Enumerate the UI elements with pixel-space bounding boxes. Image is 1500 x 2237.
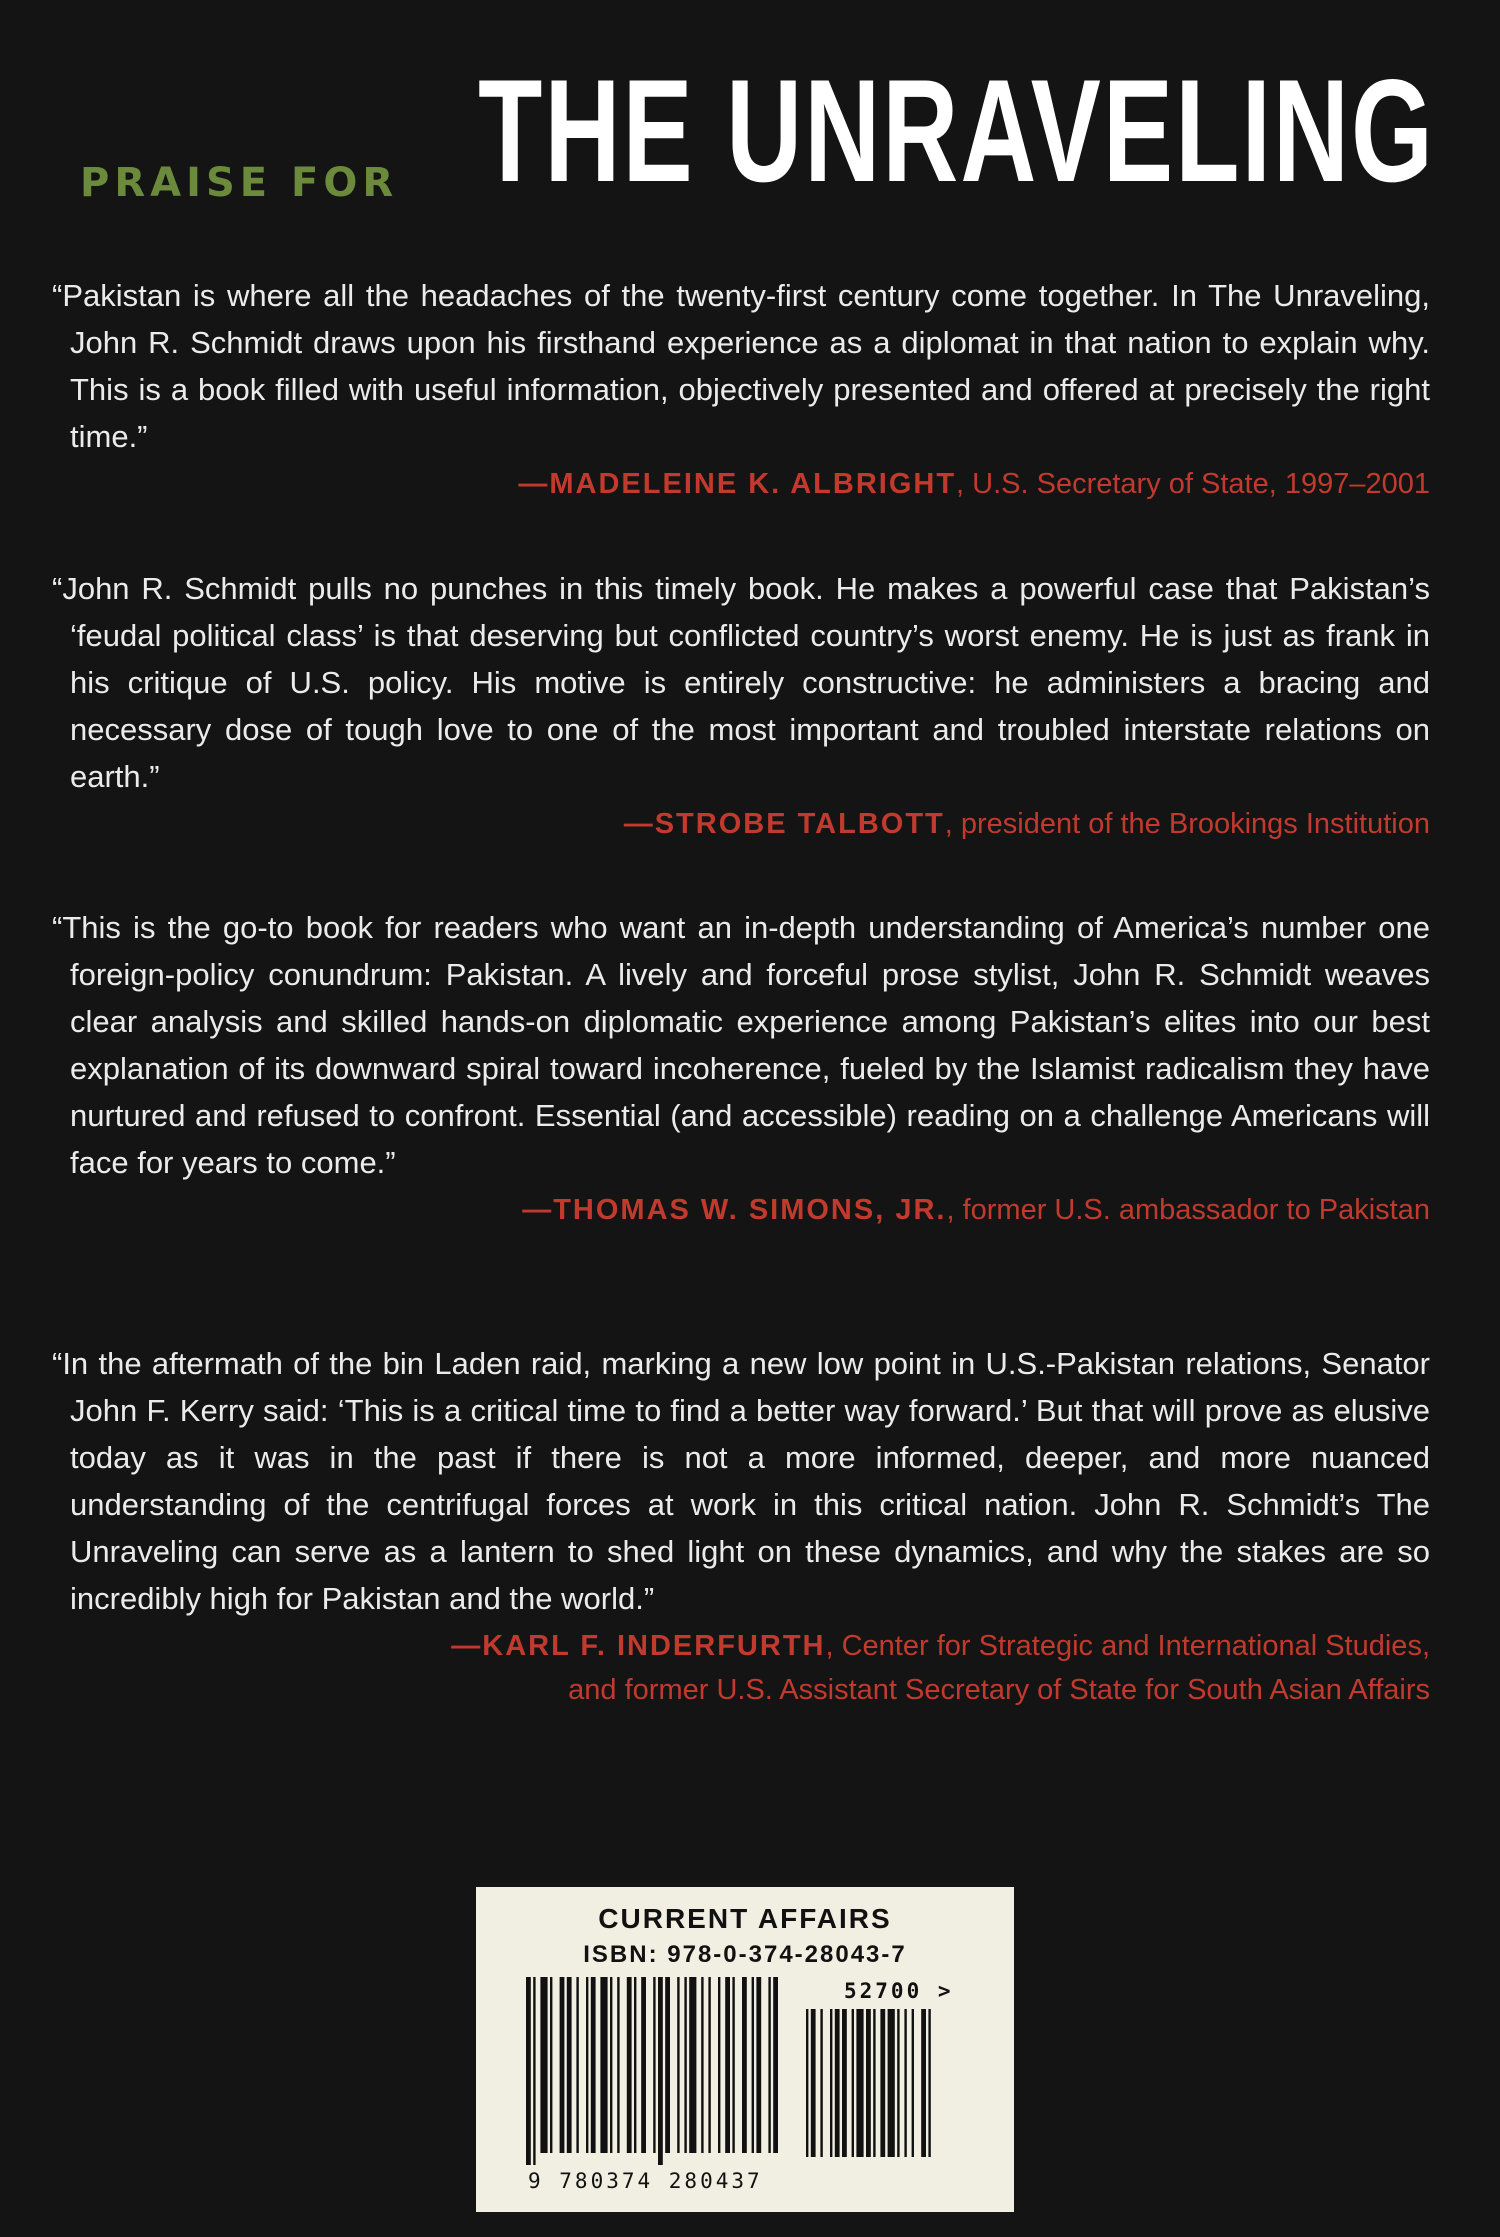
barcode-addon-bar (880, 2009, 885, 2157)
barcode-bar (677, 1977, 679, 2153)
barcode-bar (725, 1977, 730, 2153)
attribution-title: , president of the Brookings Institution (944, 808, 1430, 840)
blurb-text: “John R. Schmidt pulls no punches in this timely book. He makes a powerful case that Pakistan’s ‘feudal political class’ is that deserving but conflicted country’s worst enemy. He is just as frank in his critique of U.S. policy. His motive is entirely constructive: he administers a bracing and necessary dose of tough love to one of the most important and troubled interstate relations on earth.” (52, 571, 1430, 794)
isbn-barcode-label (476, 1887, 1014, 2212)
barcode-bar (600, 1977, 607, 2153)
barcode-bar (634, 1977, 636, 2153)
barcode-bar (708, 1977, 710, 2153)
barcode-addon-bar (820, 2009, 822, 2157)
barcode-bar (718, 1977, 720, 2153)
attribution-name: —MADELEINE K. ALBRIGHT (518, 468, 957, 500)
barcode-addon-bar (873, 2009, 875, 2157)
barcode-bar (560, 1977, 565, 2153)
barcode-bar (742, 1977, 747, 2153)
barcode-bar (526, 1977, 531, 2165)
barcode-addon-bar (811, 2009, 816, 2157)
barcode-addon-bar (835, 2009, 840, 2157)
blurb-3 (52, 904, 1430, 1232)
book-title: THE UNRAVELING (478, 49, 1435, 212)
isbn-number: ISBN: 978-0-374-28043-7 (583, 1941, 907, 1968)
blurb-text: “Pakistan is where all the headaches of the twenty-first century come together. In The Unraveling, John R. Schmidt draws upon his firsthand experience as a diplomat in that nation to explain why. This is a book filled with useful information, objectively presented and offered at precisely the right time.” (52, 278, 1430, 454)
barcode-bar (752, 1977, 754, 2153)
blurb-4 (52, 1340, 1430, 1712)
praise-label: PRAISE FOR (80, 160, 399, 206)
blurb-2 (52, 565, 1430, 846)
attribution-title-line2: and former U.S. Assistant Secretary of State for South Asian Affairs (568, 1674, 1430, 1706)
attribution-title: , former U.S. ambassador to Pakistan (946, 1194, 1430, 1226)
barcode-bar (701, 1977, 703, 2153)
barcode-bar (533, 1977, 535, 2165)
barcode-addon-bar (830, 2009, 832, 2157)
blurb-attribution (52, 1188, 1430, 1232)
barcode-addon-bar (852, 2009, 854, 2157)
barcode-addon-bar (921, 2009, 926, 2157)
attribution-title: , Center for Strategic and International Studies, (825, 1630, 1430, 1662)
barcode-addon-bar (866, 2009, 871, 2157)
barcode-bar (540, 1977, 547, 2153)
barcode-addon-bar (806, 2009, 808, 2157)
barcode-bar (732, 1977, 734, 2153)
barcode-bar (756, 1977, 761, 2153)
blurb-1 (52, 272, 1430, 506)
barcode-addon-bar (912, 2009, 914, 2157)
barcode-bar (665, 1977, 670, 2153)
barcode-bar (773, 1977, 778, 2153)
barcode-bar (627, 1977, 632, 2153)
barcode-icon (524, 1975, 964, 2165)
attribution-title: , U.S. Secretary of State, 1997–2001 (956, 468, 1430, 500)
barcode-bar (689, 1977, 696, 2153)
barcode-addon-bar (928, 2009, 930, 2157)
barcode-bar (576, 1977, 578, 2153)
blurb-text: “This is the go-to book for readers who want an in-depth understanding of America’s number one foreign-policy conundrum: Pakistan. A lively and forceful prose stylist, John R. Schmidt weaves clear analysis and skilled hands-on diplomatic experience among Pakistan’s elites into our best explanation of its downward spiral toward incoherence, fueled by the Islamist radicalism they have nurtured and refused to confront. Essential (and accessible) reading on a challenge Americans will face for years to come.” (52, 910, 1430, 1180)
category-label: CURRENT AFFAIRS (598, 1903, 892, 1934)
barcode-bar (658, 1977, 663, 2165)
barcode-bar (550, 1977, 552, 2153)
blurb-attribution (52, 802, 1430, 846)
barcode-bar (591, 1977, 596, 2153)
barcode-addon-bar (856, 2009, 863, 2157)
ean-number: 9 780374 280437 (528, 2169, 763, 2193)
price-code: 52700 > (844, 1979, 954, 2003)
attribution-name: —THOMAS W. SIMONS, JR. (522, 1194, 947, 1226)
barcode-bar (641, 1977, 646, 2153)
blurb-attribution (52, 462, 1430, 506)
attribution-name: —STROBE TALBOTT (623, 808, 945, 840)
blurb-text: “In the aftermath of the bin Laden raid, marking a new low point in U.S.-Pakistan relations, Senator John F. Kerry said: ‘This is a critical time to find a better way forward.’ But that will prove as elusive today as it was in the past if there is not a more informed, deeper, and more nuanced understanding of the centrifugal forces at work in this critical nation. John R. Schmidt’s The Unraveling can serve as a lantern to shed light on these dynamics, and why the stakes are so incredibly high for Pakistan and the world.” (52, 1346, 1430, 1616)
barcode-bar (567, 1977, 572, 2153)
barcode-addon-bar (888, 2009, 895, 2157)
barcode-bar (586, 1977, 588, 2153)
barcode-addon-bar (904, 2009, 906, 2157)
barcode-bar (684, 1977, 686, 2153)
barcode-addon-bar (842, 2009, 847, 2157)
barcode-addon-bar (897, 2009, 899, 2157)
barcode-bar (653, 1977, 655, 2153)
cover-header (80, 49, 1435, 218)
attribution-name: —KARL F. INDERFURTH (451, 1630, 826, 1662)
barcode-bar (610, 1977, 612, 2153)
barcode-bar (617, 1977, 619, 2153)
barcode-bar (768, 1977, 770, 2153)
blurb-attribution (52, 1624, 1430, 1712)
